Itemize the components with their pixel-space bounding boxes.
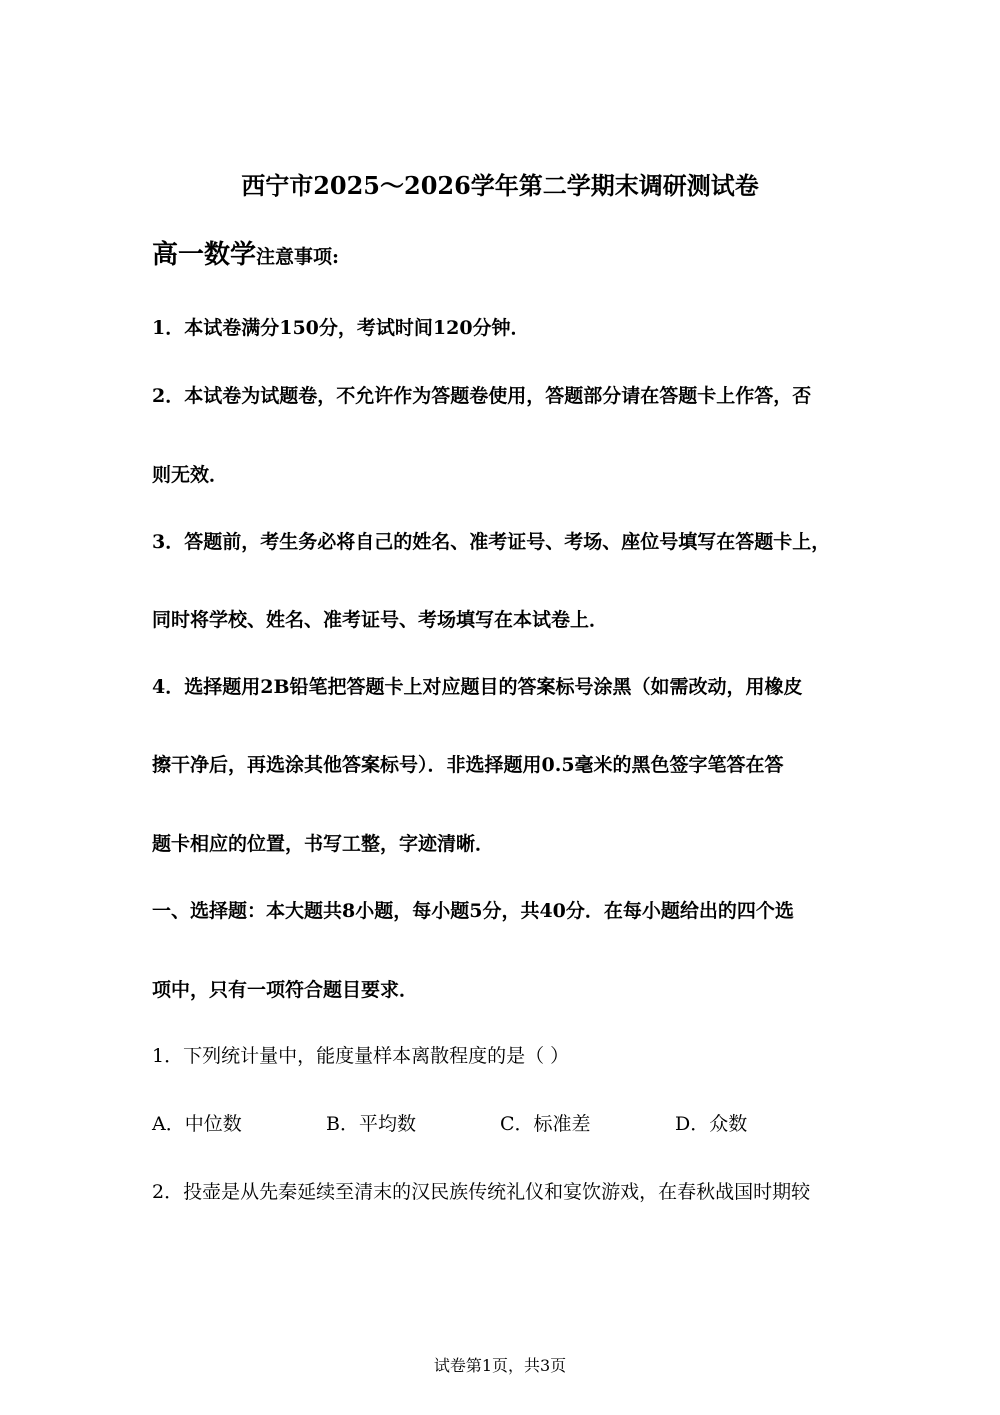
note-line-3-cont: 同时将学校、姓名、准考证号、考场填写在本试卷上．: [152, 609, 609, 631]
notice-heading: 注意事项:: [256, 246, 340, 268]
note-line-1: 1．本试卷满分150分，考试时间120分钟．: [152, 317, 530, 339]
note-line-2: 2．本试卷为试题卷，不允许作为答题卷使用，答题部分请在答题卡上作答，否: [152, 385, 812, 407]
note-line-3: 3．答题前，考生务必将自己的姓名、准考证号、考场、座位号填写在答题卡上，: [152, 531, 831, 553]
question-2-stem: 2．投壶是从先秦延续至清末的汉民族传统礼仪和宴饮游戏，在春秋战国时期较: [152, 1181, 811, 1203]
note-line-4: 4．选择题用2B铅笔把答题卡上对应题目的答案标号涂黑（如需改动，用橡皮: [152, 676, 803, 698]
note-line-4-cont2: 题卡相应的位置，书写工整，字迹清晰．: [152, 833, 495, 855]
subject-label: 高一数学: [152, 240, 257, 270]
question-1-option-d: D．众数: [675, 1113, 748, 1135]
section-heading-cont: 项中，只有一项符合题目要求．: [152, 979, 419, 1001]
question-1-option-b: B．平均数: [326, 1113, 416, 1135]
note-line-4-cont: 擦干净后，再选涂其他答案标号）．非选择题用0.5毫米的黑色签字笔答在答: [152, 754, 784, 776]
subject-line: [152, 240, 340, 270]
section-heading: 一、选择题：本大题共8小题，每小题5分，共40分．在每小题给出的四个选: [152, 900, 794, 922]
question-1-option-a: A．中位数: [152, 1113, 242, 1135]
page-title: 西宁市2025～2026学年第二学期末调研测试卷: [241, 171, 759, 200]
question-1-stem: 1．下列统计量中，能度量样本离散程度的是（ ）: [152, 1045, 570, 1067]
page-footer: 试卷第1页，共3页: [433, 1356, 567, 1375]
question-1-option-c: C．标准差: [500, 1113, 591, 1135]
note-line-2-cont: 则无效．: [152, 464, 229, 486]
